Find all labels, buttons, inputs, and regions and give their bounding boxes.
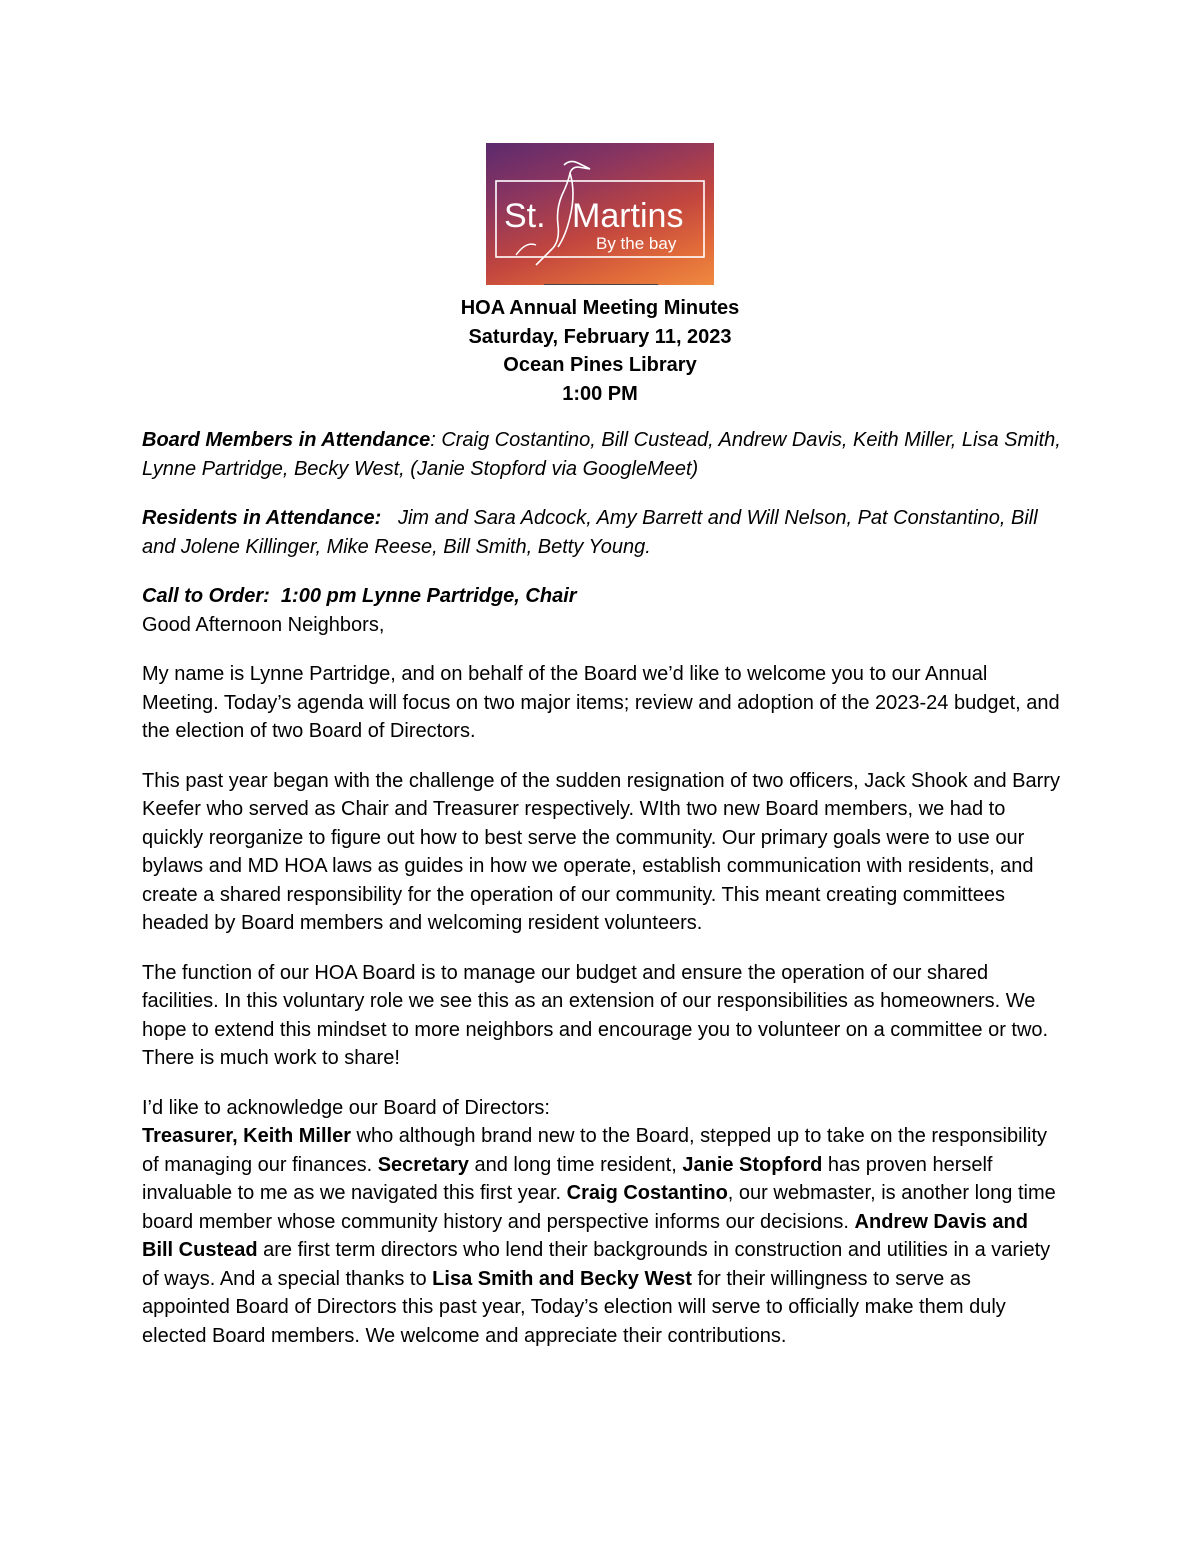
secretary-name: Janie Stopford (682, 1153, 823, 1176)
first-term-directors: Andrew Davis and Bill Custead (142, 1210, 1028, 1261)
meeting-time: 1:00 PM (562, 382, 638, 405)
acknowledge-text-1: who although brand new to the Board, stepped up to take on the responsibility of managing our finances. (142, 1125, 1048, 1176)
document-header (0, 294, 1200, 408)
svg-text:Martins: Martins (572, 197, 684, 235)
acknowledge-text-4: , our webmaster, is another long time board member whose community history and perspective informs our decisions. (142, 1182, 1056, 1233)
acknowledge-text-6: for their willingness to serve as appointed Board of Directors this past year, Today’s election will serve to officially make them duly elected Board members. We welcome and appreciate their contributions. (142, 1267, 1006, 1347)
resident-attendance-label: Residents in Attendance: (142, 507, 382, 529)
resident-attendance-list: Jim and Sara Adcock, Amy Barrett and Will Nelson, Pat Constantino, Bill and Jolene Killinger, Mike Reese, Bill Smith, Betty Young. (142, 507, 1044, 558)
st-martins-logo (486, 143, 714, 285)
acknowledge-text-5: are first term directors who lend their backgrounds in construction and utilities in a variety of ways. And a special thanks to (142, 1239, 1051, 1290)
acknowledge-text-3: has proven herself invaluable to me as we navigated this first year. (142, 1153, 993, 1204)
svg-text:St.: St. (504, 197, 546, 235)
acknowledge-intro: I’d like to acknowledge our Board of Directors: (142, 1096, 550, 1119)
board-attendance-label: Board Members in Attendance (142, 429, 431, 451)
secretary-title: Secretary (377, 1153, 469, 1176)
paragraph-past-year: This past year began with the challenge of the sudden resignation of two officers, Jack Shook and Barry Keefer who served as Chair and Treasurer respectively. WIth two new Board members, we had to quickly reorganize to figure out how to best serve the community. Our primary goals were to use our bylaws and MD HOA laws as guides in how we operate, establish communication with residents, and create a shared responsibility for the operation of our community. This meant creating committees headed by Board members and welcoming resident volunteers. (142, 769, 1060, 934)
greeting: Good Afternoon Neighbors, (142, 613, 385, 636)
board-attendance-list: : Craig Costantino, Bill Custead, Andrew Davis, Keith Miller, Lisa Smith, Lynne Partridge, Becky West, (Janie Stopford via GoogleMeet) (142, 429, 1061, 480)
resident-attendance (142, 504, 1062, 561)
meeting-date: Saturday, February 11, 2023 (468, 325, 732, 348)
appointed-directors: Lisa Smith and Becky West (432, 1267, 692, 1290)
svg-text:By the bay: By the bay (596, 234, 677, 253)
minutes-body (142, 426, 1062, 1371)
treasurer-name: Treasurer, Keith Miller (142, 1125, 351, 1147)
acknowledge-text-2: and long time resident, (468, 1153, 683, 1176)
acknowledge-paragraph (142, 1122, 1062, 1350)
paragraph-welcome: My name is Lynne Partridge, and on behalf of the Board we’d like to welcome you to our Annual Meeting. Today’s agenda will focus on two major items; review and adoption of the 2023-24 budget, and the election of two Board of Directors. (142, 663, 1060, 742)
board-attendance (142, 426, 1062, 483)
webmaster-name: Craig Costantino (566, 1182, 728, 1204)
logo-divider (544, 284, 658, 285)
document-title: HOA Annual Meeting Minutes (460, 297, 740, 319)
paragraph-board-function: The function of our HOA Board is to manage our budget and ensure the operation of our shared facilities. In this voluntary role we see this as an extension of our responsibilities as homeowners. We hope to extend this mindset to more neighbors and encourage you to volunteer on a committee or two. There is much work to share! (142, 961, 1049, 1069)
meeting-location: Ocean Pines Library (503, 354, 697, 376)
heron-logo-icon (486, 143, 714, 285)
call-to-order: Call to Order: 1:00 pm Lynne Partridge, Chair (142, 585, 577, 607)
